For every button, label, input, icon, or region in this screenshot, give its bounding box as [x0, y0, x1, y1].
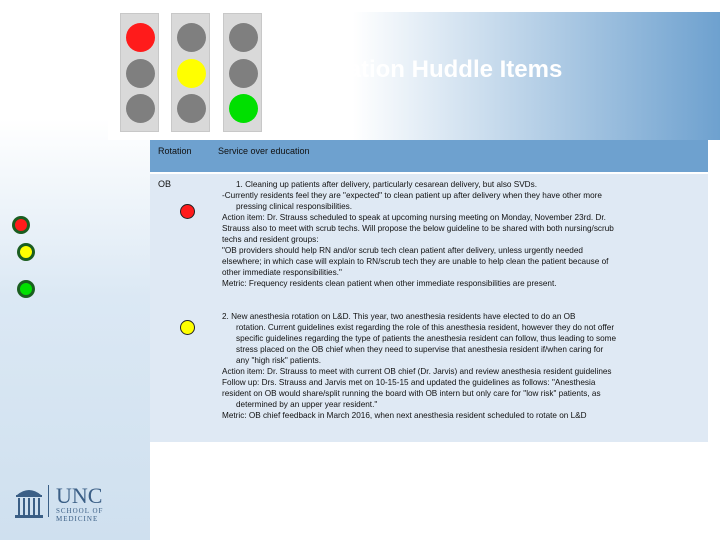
item2-line: stress placed on the OB chief when they need to supervise that anesthesia resident if/when caring for: [236, 345, 604, 354]
old-well-icon: [14, 485, 44, 519]
table-header-row: [150, 140, 708, 172]
header-rotation: Rotation: [158, 146, 192, 156]
item1-red-status-icon: [180, 204, 195, 219]
off-lamp: [177, 23, 206, 52]
item1-text: [222, 179, 706, 289]
item1-line: techs and resident groups:: [222, 235, 319, 244]
item2-line: Action item: Dr. Strauss to meet with current OB chief (Dr. Jarvis) and review anesthesia resident guidelines: [222, 367, 612, 376]
item2-metric: Metric: OB chief feedback in March 2016, when next anesthesia resident scheduled to rotate on L&D: [222, 411, 587, 420]
item2-yellow-status-icon: [180, 320, 195, 335]
item1-metric: Metric: Frequency residents clean patient when other immediate responsibilities are present.: [222, 279, 557, 288]
row-divider: [150, 172, 708, 174]
item1-heading: 1. Cleaning up patients after delivery, particularly cesarean delivery, but also SVDs.: [236, 180, 537, 189]
item1-line: other immediate responsibilities.": [222, 268, 342, 277]
red-lamp: [126, 23, 155, 52]
row-label-ob: OB: [158, 179, 172, 189]
item1-line: -Currently residents feel they are "expected" to clean patient up after delivery when they have other more: [222, 191, 602, 200]
item2-line: resident on OB would share/split running the board with OB intern but only care for "low risk" patients, as: [222, 389, 601, 398]
item2-line: rotation. Current guidelines exist regarding the role of this anesthesia resident, however they do not offer: [236, 323, 615, 332]
item2-line: determined by an upper year resident.": [236, 400, 378, 409]
logo-subtitle: SCHOOL OF MEDICINE: [56, 507, 104, 523]
item1-line: elsewhere; in which case will explain to RN/scrub tech they are unable to help clean the patient because of: [222, 257, 609, 266]
off-lamp: [177, 94, 206, 123]
logo-divider: [48, 485, 49, 517]
logo-wordmark: UNC: [56, 483, 103, 508]
item2-heading: 2. New anesthesia rotation on L&D. This year, two anesthesia residents have elected to do an OB: [222, 312, 576, 321]
off-lamp: [229, 23, 258, 52]
item1-line: pressing clinical responsibilities.: [236, 202, 353, 211]
item2-line: specific guidelines regarding the type of patients the anesthesia resident can follow, thus leading to some: [236, 334, 617, 343]
off-lamp: [126, 94, 155, 123]
item1-line: Strauss also to meet with scrub techs. Will propose the below guideline to be shared with both nursing/scrub: [222, 224, 614, 233]
item2-line: any "high risk" patients.: [236, 356, 322, 365]
slide-title: Rotation Huddle Items: [307, 56, 563, 83]
item1-line: Action item: Dr. Strauss scheduled to speak at upcoming nursing meeting on Monday, November 23rd. Dr.: [222, 213, 606, 222]
item2-text: [222, 311, 706, 421]
item1-line: "OB providers should help RN and/or scrub tech clean patient after delivery, unless urgently needed: [222, 246, 583, 255]
green-lamp: [229, 94, 258, 123]
green-status-icon: [19, 282, 33, 296]
unc-logo: [8, 483, 138, 523]
yellow-status-icon: [19, 245, 33, 259]
red-status-icon: [14, 218, 28, 232]
header-service: Service over education: [218, 146, 310, 156]
item2-line: Follow up: Drs. Strauss and Jarvis met on 10-15-15 and updated the guidelines as follows: "Anesthesia: [222, 378, 596, 387]
